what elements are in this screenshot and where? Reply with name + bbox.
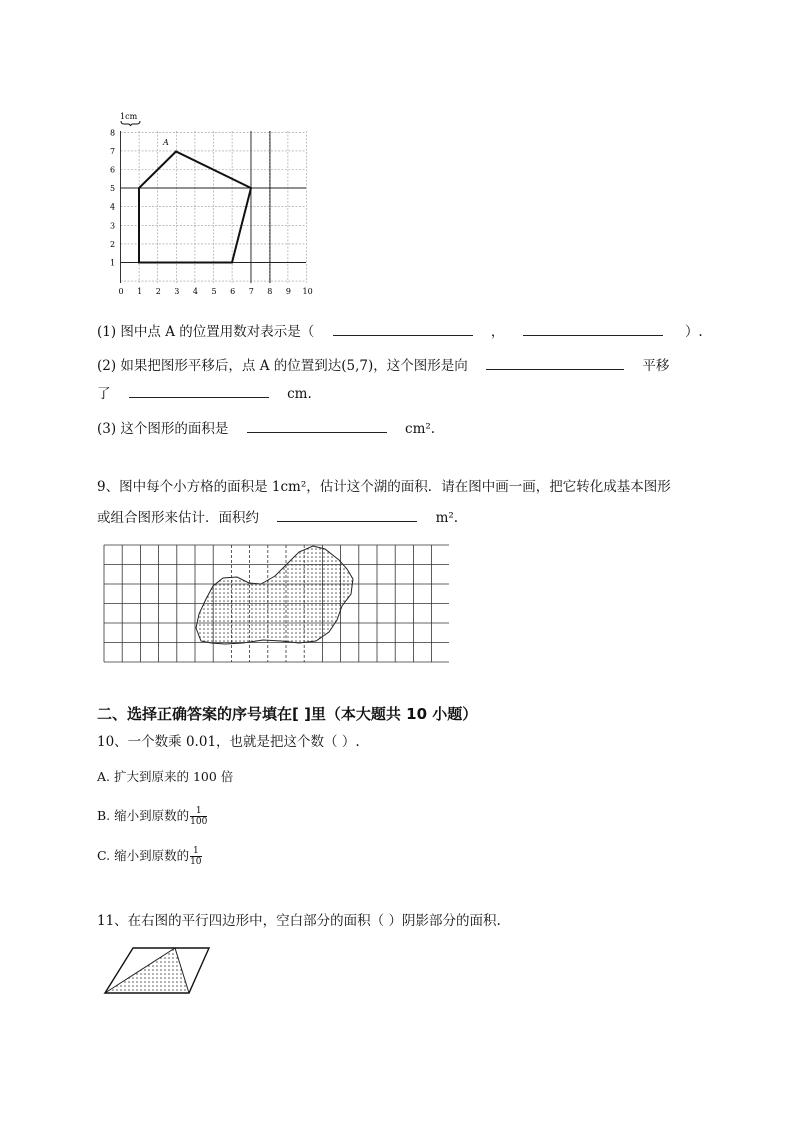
q10-option-a[interactable]: A. 扩大到原来的 100 倍 (97, 769, 234, 784)
unit-label: 1cm (120, 112, 138, 121)
unit-brace (121, 121, 140, 126)
x-tick-label: 0 (118, 287, 124, 296)
answer-blank-1[interactable] (333, 321, 473, 336)
answer-blank-2[interactable] (523, 321, 663, 336)
grid-lines (121, 131, 307, 283)
y-tick-label: 2 (110, 239, 116, 249)
x-tick-label: 1 (137, 287, 143, 296)
q8-part1: (1) 图中点 A 的位置用数对表示是（ ， ）. (97, 321, 703, 341)
fraction-1-100: $\frac{1}{100}$ (190, 806, 208, 827)
answer-blank-6[interactable] (277, 507, 417, 522)
y-tick-label: 6 (110, 165, 116, 175)
section-2-heading: 二、选择正确答案的序号填在[ ]里（本大题共 10 小题） (97, 705, 478, 723)
lake-grid-figure (103, 544, 449, 664)
lake-shape (196, 546, 353, 644)
x-tick-label: 9 (285, 287, 291, 296)
y-tick-label: 8 (110, 128, 116, 138)
x-tick-label: 8 (267, 287, 273, 296)
x-tick-label: 2 (155, 287, 161, 296)
y-axis-ticks (110, 128, 115, 267)
y-tick-label: 7 (110, 146, 116, 156)
y-tick-label: 5 (110, 184, 116, 194)
lake-grid-lines (104, 545, 449, 662)
q10-option-b[interactable]: B. 缩小到原数的 $\frac{1}{100}$ (97, 806, 208, 827)
x-tick-label: 4 (192, 287, 198, 296)
x-tick-label: 10 (302, 287, 313, 296)
pentagon-shape (139, 152, 251, 263)
fraction-1-10: $\frac{1}{10}$ (190, 846, 202, 867)
x-axis-ticks (119, 287, 313, 296)
answer-blank-3[interactable] (486, 355, 624, 370)
q10-question: 10、一个数乘 0.01，也就是把这个数（ ）. (97, 734, 360, 750)
q8-part3: (3) 这个图形的面积是 cm². (97, 418, 435, 438)
point-a-label: A (163, 138, 169, 147)
x-tick-label: 5 (211, 287, 217, 296)
q9-line1: 9、图中每个小方格的面积是 1cm²，估计这个湖的面积．请在图中画一画，把它转化成基本图形 (97, 479, 671, 495)
x-tick-label: 3 (174, 287, 180, 296)
parallelogram-figure (100, 945, 215, 997)
y-tick-label: 4 (110, 202, 116, 212)
answer-blank-4[interactable] (129, 383, 269, 398)
q8-part2: (2) 如果把图形平移后，点 A 的位置到达(5,7)，这个图形是向 平移 (97, 355, 669, 375)
coordinate-grid-figure (110, 108, 320, 298)
x-tick-label: 7 (248, 287, 254, 296)
y-tick-label: 1 (110, 258, 116, 268)
y-tick-label: 3 (110, 221, 116, 231)
x-tick-label: 6 (230, 287, 236, 296)
q10-option-c[interactable]: C. 缩小到原数的 $\frac{1}{10}$ (97, 846, 202, 867)
answer-blank-5[interactable] (247, 418, 387, 433)
shaded-triangle (105, 948, 189, 993)
q8-part2-line2: 了 cm. (97, 383, 312, 403)
q9-line2: 或组合图形来估计．面积约 m². (97, 507, 458, 527)
q11-question: 11、在右图的平行四边形中，空白部分的面积（ ）阴影部分的面积. (97, 913, 501, 929)
